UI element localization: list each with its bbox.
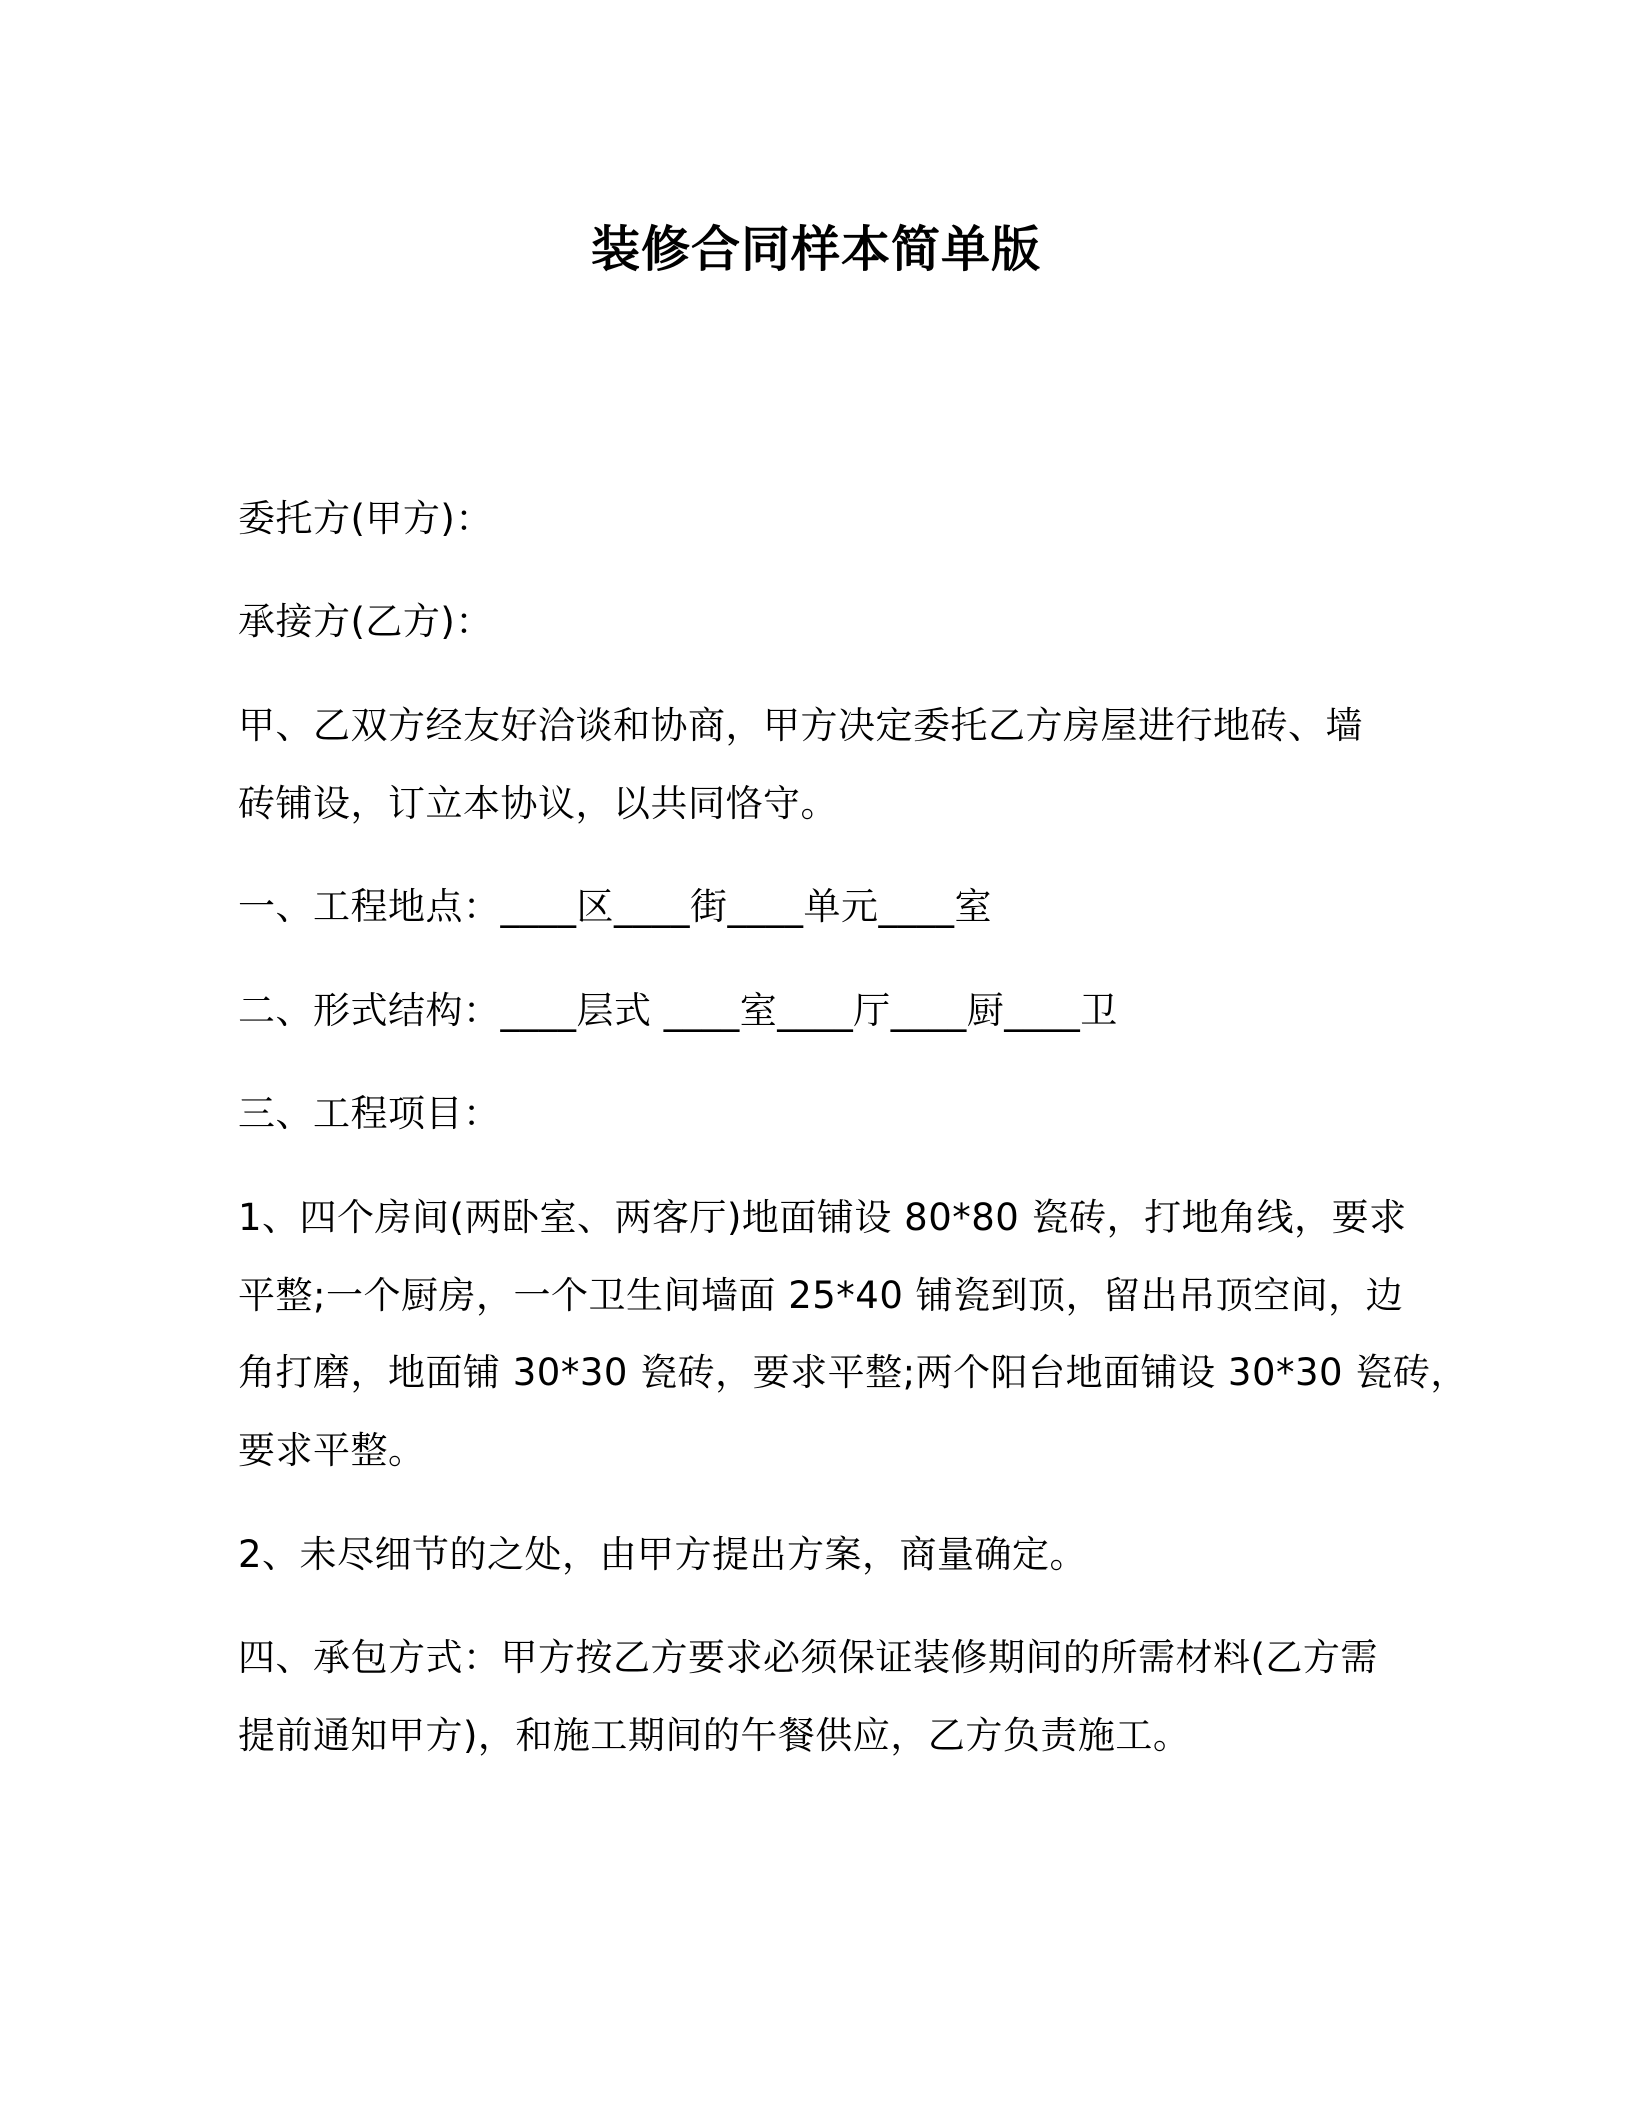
- document-title: 装修合同样本简单版: [590, 221, 1041, 278]
- section-4-line-1: 四、承包方式：甲方按乙方要求必须保证装修期间的所需材料(乙方需: [238, 1636, 1378, 1679]
- item-2-line: 2、未尽细节的之处，由甲方提出方案，商量确定。: [238, 1533, 1088, 1576]
- section-4-line-2: 提前通知甲方)，和施工期间的午餐供应，乙方负责施工。: [238, 1714, 1191, 1757]
- item-1-line-3: 角打磨，地面铺 30*30 瓷砖，要求平整;两个阳台地面铺设 30*30 瓷砖，: [238, 1351, 1468, 1394]
- section-1-location: 一、工程地点：____区____街____单元____室: [238, 885, 992, 928]
- item-1-line-4: 要求平整。: [238, 1429, 426, 1472]
- preamble-line-2: 砖铺设，订立本协议，以共同恪守。: [238, 782, 838, 825]
- client-party-line: 委托方(甲方)：: [238, 497, 493, 540]
- preamble-line-1: 甲、乙双方经友好洽谈和协商，甲方决定委托乙方房屋进行地砖、墙: [238, 704, 1363, 747]
- item-1-line-1: 1、四个房间(两卧室、两客厅)地面铺设 80*80 瓷砖，打地角线，要求: [238, 1196, 1407, 1239]
- section-2-structure: 二、形式结构：____层式 ____室____厅____厨____卫: [238, 989, 1118, 1032]
- item-1-line-2: 平整;一个厨房，一个卫生间墙面 25*40 铺瓷到顶，留出吊顶空间，边: [238, 1274, 1404, 1317]
- section-3-heading: 三、工程项目：: [238, 1092, 501, 1135]
- contractor-party-line: 承接方(乙方)：: [238, 600, 493, 643]
